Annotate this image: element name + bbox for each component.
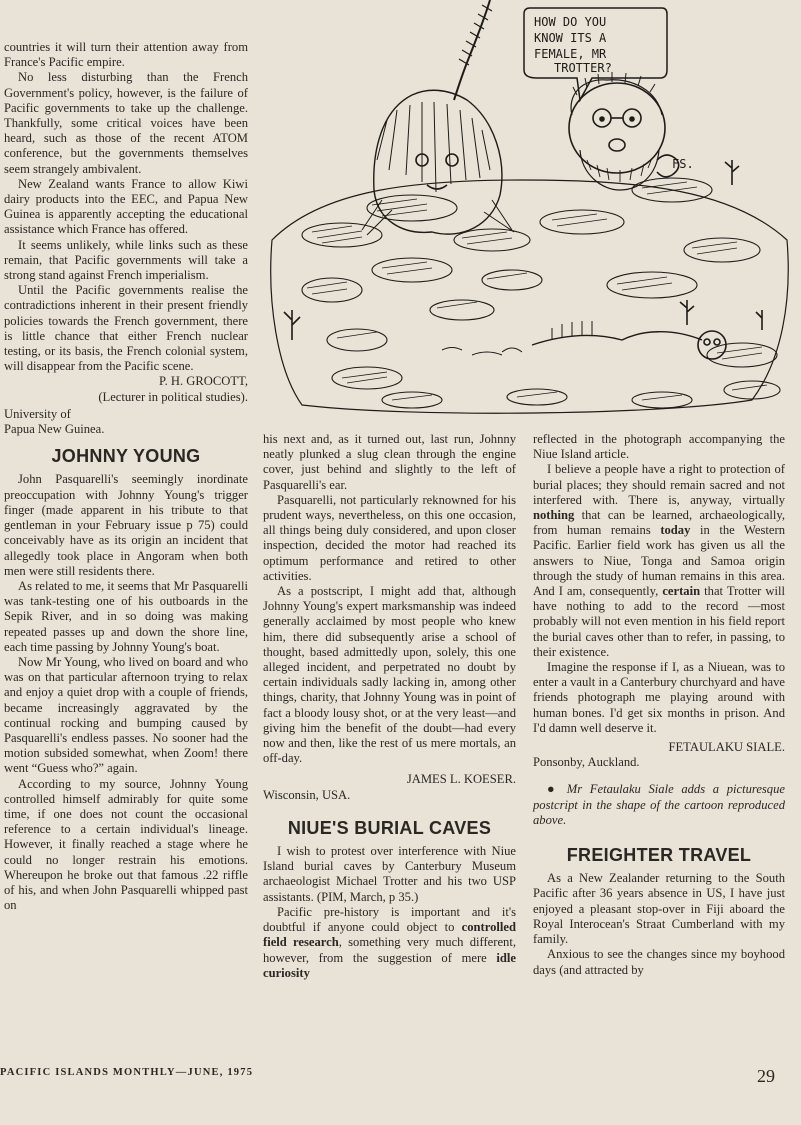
cartoon-signature: FS. <box>672 157 694 171</box>
affiliation-line: University of <box>4 406 71 421</box>
editor-note: ● Mr Fetaulaku Siale adds a picturesque postcript in the shape of the cartoon reproduced above. <box>533 782 785 827</box>
column-3 <box>533 432 785 978</box>
paragraph: Imagine the response if I, as a Niuean, was to enter a vault in a Canterbury churchyard and have friends photograph me playing around with human bones. I'd get six months in prison. And I'd damn well deserve it. <box>533 660 785 735</box>
cartoon-illustration <box>262 0 794 425</box>
paragraph: As a postscript, I might add that, although Johnny Young's expert marksmanship was indeed generally acclaimed by most people who knew him, there did subsequently arise a school of thought, based admittedly upon, solely, this one alleged incident, and perpetrated no doubt by certain individuals sadly lacking in, among other things, charity, that Johnny Young was in point of fact a bloody lousy shot, or at the very least—and giving him the benefit of the doubt—had every now and then, like the rest of us mere mortals, an off-day. <box>263 584 516 766</box>
emphasis: idle curiosity <box>263 950 516 980</box>
signature-title: (Lecturer in political studies). <box>98 389 248 404</box>
emphasis: today <box>660 523 691 538</box>
section-heading: NIUE'S BURIAL CAVES <box>287 817 492 838</box>
speech-bubble-line1: HOW DO YOU <box>534 15 607 29</box>
page-number: 29 <box>757 1066 775 1086</box>
emphasis: controlled field research <box>263 920 516 950</box>
speech-bubble-line3: FEMALE, MR <box>534 47 607 61</box>
paragraph: Now Mr Young, who lived on board and who was on that particular afternoon trying to relax and enjoy a quiet drop with a couple of friends, became increasingly aggravated by the continual rocking and bumping caused by Pasquarelli's endless passes. No sooner had the motion subsided somewhat, when Zoom! there went “Guess who?” again. <box>4 654 248 776</box>
signature-place: Ponsonby, Auckland. <box>533 755 640 770</box>
text-run: I believe a people have a right to protection of burial places; they should remain sacred and not interfered with. There is, anyway, virtually <box>533 462 785 507</box>
signature-name: JAMES L. KOESER. <box>406 772 516 787</box>
paragraph <box>263 905 516 981</box>
footer-publication: PACIFIC ISLANDS MONTHLY—JUNE, 1975 <box>0 1067 254 1078</box>
paragraph: As related to me, it seems that Mr Pasquarelli was tank-testing one of his outboards in the Sepik River, and in so doing was making repeated passes up and down the shore line, each time passing by Johnny Young's boat. <box>4 578 248 654</box>
paragraph: As a New Zealander returning to the South Pacific after 36 years absence in US, I have just enjoyed a pleasant stop-over in Fiji aboard the Royal Interocean's Straat Cumberland with my family. <box>533 871 785 947</box>
column-1 <box>4 40 248 913</box>
signature-place: Wisconsin, USA. <box>263 787 351 802</box>
affiliation-line: Papua New Guinea. <box>4 422 105 437</box>
signature-name: FETAULAKU SIALE. <box>668 740 785 755</box>
column-2 <box>263 432 516 981</box>
text-run: in the Western Pacific. Earlier field work has given us all the answers to Niue, Tonga and Samoa origin through the study of human remains in this area. And I am, consequently, <box>533 523 785 599</box>
paragraph: John Pasquarelli's seemingly inordinate preoccupation with Johnny Young's trigger finger (made apparent in his tribute to that gentleman in your February issue p 75) could conceivably have as its origin an incident that allegedly took place in Angoram when both men were still residents there. <box>4 472 248 578</box>
text-run: , something very much different, however, from the suggestion of mere <box>263 935 516 965</box>
paragraph: countries it will turn their attention away from France's Pacific empire. <box>4 40 248 70</box>
emphasis: nothing <box>533 508 575 523</box>
paragraph: Until the Pacific governments realise the contradictions inherent in their present friendly policies towards the French government, there is little chance that either French nuclear testing, or its basis, the French colonial system, will disappear from the Pacific scene. <box>4 283 248 374</box>
speech-bubble-line2: KNOW ITS A <box>534 31 607 45</box>
text-run: that Trotter will have nothing to add to the record —most probably will not even mention in his field report the burial caves other than to refer, in passing, to their existence. <box>533 584 785 659</box>
signature-affiliation <box>4 407 248 437</box>
paragraph: No less disturbing than the French Government's policy, however, is the failure of Pacific governments to take up the challenge. Thankfully, some critical voices have been heard, such as those of the recent ATOM conference, but the governments themselves seem strangely ambivalent. <box>4 70 248 176</box>
section-heading: JOHNNY YOUNG <box>51 446 201 467</box>
text-run: Pacific pre-history is important and it's doubtful if anyone could object to <box>263 904 516 935</box>
paragraph <box>533 462 785 660</box>
paragraph: Anxious to see the changes since my boyhood days (and attracted by <box>533 947 785 977</box>
paragraph: his next and, as it turned out, last run, Johnny neatly plunked a slug clean through the engine cover, just behind and slightly to the left of Pasquarelli's ear. <box>263 432 516 492</box>
signature-name: P. H. GROCOTT, <box>159 374 248 389</box>
paragraph: Pasquarelli, not particularly reknowned for his prudent ways, nevertheless, on this one occasion, all things being duly considered, and upon closer inspection, decided the motor had reached its optimum performance and retired to other activities. <box>263 492 516 583</box>
emphasis: certain <box>662 584 701 599</box>
paragraph: It seems unlikely, while links such as these remain, that Pacific governments will take a strong stand against French imperialism. <box>4 237 248 283</box>
paragraph: reflected in the photograph accompanying the Niue Island article. <box>533 432 785 462</box>
text-run: that can be learned, archaeologically, from human remains <box>533 508 785 538</box>
paragraph: I wish to protest over interference with Niue Island burial caves by Canterbury Museum archaeologist Michael Trotter and his two USP assistants. (PIM, March, p 35.) <box>263 844 516 904</box>
section-heading: FREIGHTER TRAVEL <box>566 845 752 866</box>
paragraph: According to my source, Johnny Young controlled himself admirably for quite some time, if one does not count the occasional reference to a certain individual's lineage. However, it finally reached a stage where he could no longer restrain his emotions. Whereupon he broke out that famous .22 riffle of his, and when John Pasquarelli whipped past on <box>4 776 248 913</box>
paragraph: New Zealand wants France to allow Kiwi dairy products into the EEC, and Papua New Guinea is apparently accepting the educational assistance which France has offered. <box>4 176 248 237</box>
speech-bubble-line4: TROTTER? <box>554 61 612 75</box>
